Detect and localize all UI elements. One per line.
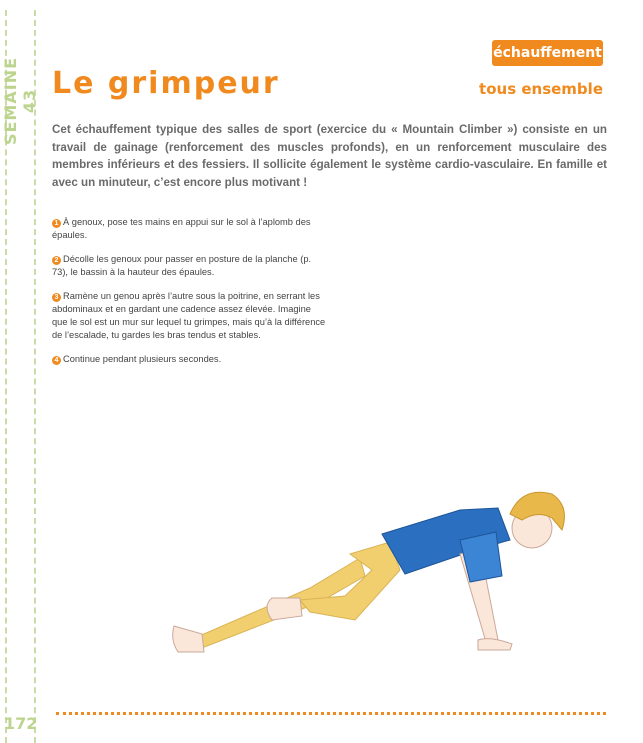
step-item — [52, 353, 327, 366]
page-number: 172 — [4, 714, 38, 733]
steps-list — [52, 216, 327, 377]
mountain-climber-illustration — [160, 470, 600, 680]
page-title: Le grimpeur — [52, 66, 280, 101]
week-label: SEMAINE 43 — [1, 56, 39, 146]
step-number: 4 — [52, 356, 61, 365]
step-item — [52, 216, 327, 242]
step-number: 2 — [52, 256, 61, 265]
bottom-dotted-rule — [56, 712, 606, 715]
back-foot — [173, 626, 204, 652]
intro-paragraph: Cet échauffement typique des salles de sport (exercice du « Mountain Climber ») consiste en un travail de gainage (renforcement des muscles profonds), en un renforcement musculaire des membres inférieurs et des fessiers. Il sollicite également le système cardio-vasculaire. En famille et avec un minuteur, c’est encore plus motivant ! — [52, 123, 607, 189]
step-item — [52, 253, 327, 279]
step-text: À genoux, pose tes mains en appui sur le sol à l’aplomb des épaules. — [52, 217, 311, 240]
step-number: 1 — [52, 219, 61, 228]
category-badge: échauffement — [492, 40, 603, 66]
step-text: Continue pendant plusieurs secondes. — [63, 354, 222, 364]
step-number: 3 — [52, 293, 61, 302]
sidebar — [0, 0, 40, 743]
step-item — [52, 290, 327, 342]
step-text: Décolle les genoux pour passer en posture de la planche (p. 73), le bassin à la hauteur des épaules. — [52, 254, 312, 277]
hand — [478, 639, 512, 650]
step-text: Ramène un genou après l’autre sous la poitrine, en serrant les abdominaux et en gardant une cadence assez élevée. Imagine que le sol est un mur sur lequel tu grimpes, mais qu’à la différence de l’escalade, tu gardes les bras tendus et stables. — [52, 291, 326, 340]
page-subtitle: tous ensemble — [479, 80, 603, 98]
front-foot — [267, 598, 302, 620]
